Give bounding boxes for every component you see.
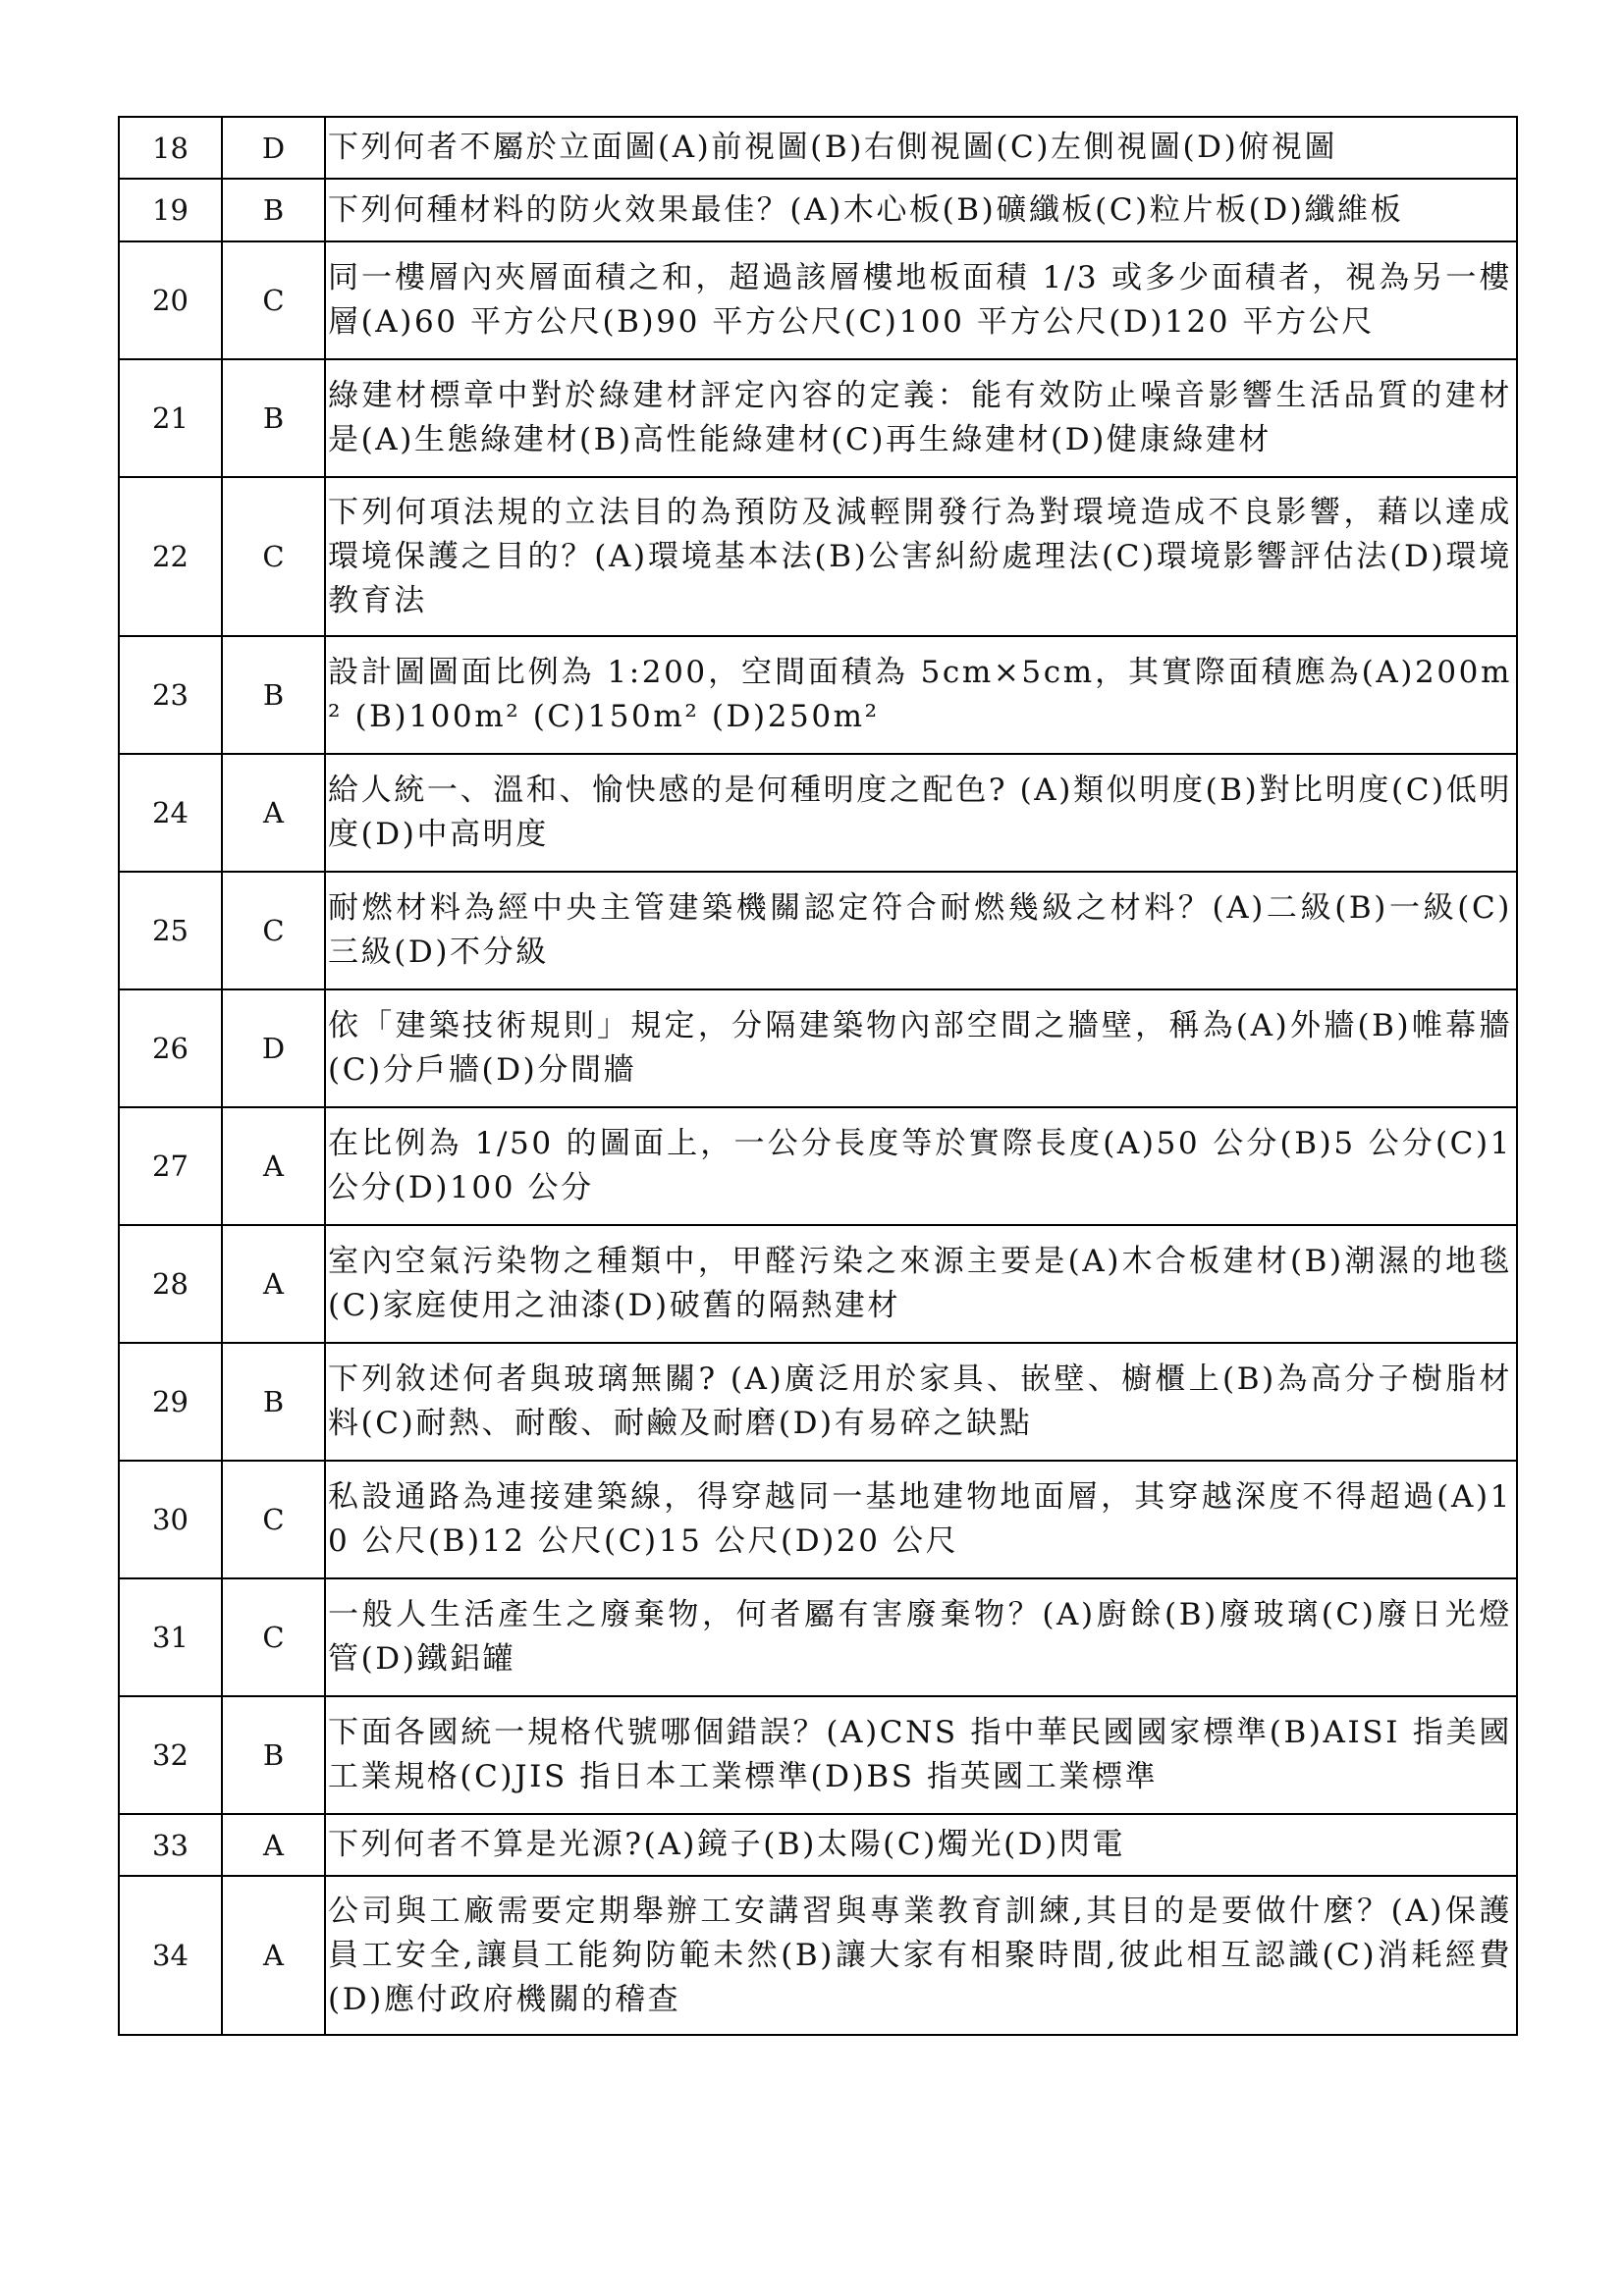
- table-row: [119, 1696, 1517, 1814]
- table-row: [119, 872, 1517, 989]
- table-row: [119, 1814, 1517, 1876]
- answer-letter: B: [222, 1343, 325, 1461]
- answer-letter: D: [222, 989, 325, 1107]
- answer-letter: D: [222, 117, 325, 179]
- question-number: 28: [119, 1225, 222, 1343]
- answer-letter: A: [222, 1107, 325, 1225]
- table-row: [119, 754, 1517, 872]
- table-row: [119, 1461, 1517, 1578]
- question-text: 下列何者不算是光源?(A)鏡子(B)太陽(C)燭光(D)閃電: [325, 1814, 1517, 1876]
- question-table: [118, 116, 1518, 2036]
- question-text: 下列何項法規的立法目的為預防及減輕開發行為對環境造成不良影響，藉以達成環境保護之目的？(A)環境基本法(B)公害糾紛處理法(C)環境影響評估法(D)環境教育法: [325, 477, 1517, 636]
- question-number: 31: [119, 1578, 222, 1696]
- question-text: 室內空氣污染物之種類中，甲醛污染之來源主要是(A)木合板建材(B)潮濕的地毯 (C)家庭使用之油漆(D)破舊的隔熱建材: [325, 1225, 1517, 1343]
- question-number: 24: [119, 754, 222, 872]
- answer-letter: C: [222, 241, 325, 359]
- question-number: 30: [119, 1461, 222, 1578]
- answer-letter: C: [222, 1578, 325, 1696]
- answer-letter: A: [222, 1225, 325, 1343]
- answer-letter: A: [222, 1876, 325, 2035]
- question-text: 一般人生活產生之廢棄物，何者屬有害廢棄物？(A)廚餘(B)廢玻璃(C)廢日光燈管(D)鐵鋁罐: [325, 1578, 1517, 1696]
- question-number: 29: [119, 1343, 222, 1461]
- question-table-body: [119, 117, 1517, 2035]
- answer-letter: C: [222, 872, 325, 989]
- question-text: 給人統一、溫和、愉快感的是何種明度之配色? (A)類似明度(B)對比明度(C)低明度(D)中高明度: [325, 754, 1517, 872]
- question-number: 26: [119, 989, 222, 1107]
- question-text: 同一樓層內夾層面積之和，超過該層樓地板面積 1/3 或多少面積者，視為另一樓層(A)60 平方公尺(B)90 平方公尺(C)100 平方公尺(D)120 平方公尺: [325, 241, 1517, 359]
- table-row: [119, 1225, 1517, 1343]
- question-number: 21: [119, 359, 222, 477]
- table-row: [119, 179, 1517, 241]
- question-number: 20: [119, 241, 222, 359]
- question-text: 公司與工廠需要定期舉辦工安講習與專業教育訓練,其目的是要做什麼？(A)保護員工安全,讓員工能夠防範未然(B)讓大家有相聚時間,彼此相互認識(C)消耗經費(D)應付政府機關的稽查: [325, 1876, 1517, 2035]
- question-text: 下面各國統一規格代號哪個錯誤？(A)CNS 指中華民國國家標準(B)AISI 指美國工業規格(C)JIS 指日本工業標準(D)BS 指英國工業標準: [325, 1696, 1517, 1814]
- table-row: [119, 1578, 1517, 1696]
- question-number: 25: [119, 872, 222, 989]
- question-text: 耐燃材料為經中央主管建築機關認定符合耐燃幾級之材料？(A)二級(B)一級(C)三級(D)不分級: [325, 872, 1517, 989]
- table-row: [119, 1343, 1517, 1461]
- answer-letter: A: [222, 754, 325, 872]
- table-row: [119, 1876, 1517, 2035]
- table-row: [119, 989, 1517, 1107]
- table-row: [119, 477, 1517, 636]
- answer-letter: B: [222, 636, 325, 754]
- table-row: [119, 117, 1517, 179]
- answer-letter: B: [222, 359, 325, 477]
- question-text: 下列何者不屬於立面圖(A)前視圖(B)右側視圖(C)左側視圖(D)俯視圖: [325, 117, 1517, 179]
- answer-letter: B: [222, 179, 325, 241]
- question-number: 34: [119, 1876, 222, 2035]
- table-row: [119, 636, 1517, 754]
- answer-letter: A: [222, 1814, 325, 1876]
- question-text: 下列何種材料的防火效果最佳？(A)木心板(B)礦纖板(C)粒片板(D)纖維板: [325, 179, 1517, 241]
- table-row: [119, 359, 1517, 477]
- answer-letter: C: [222, 477, 325, 636]
- question-text: 依「建築技術規則」規定，分隔建築物內部空間之牆壁，稱為(A)外牆(B)帷幕牆(C)分戶牆(D)分間牆: [325, 989, 1517, 1107]
- question-number: 18: [119, 117, 222, 179]
- question-number: 19: [119, 179, 222, 241]
- table-row: [119, 241, 1517, 359]
- answer-letter: B: [222, 1696, 325, 1814]
- table-row: [119, 1107, 1517, 1225]
- question-text: 綠建材標章中對於綠建材評定內容的定義：能有效防止噪音影響生活品質的建材是(A)生態綠建材(B)高性能綠建材(C)再生綠建材(D)健康綠建材: [325, 359, 1517, 477]
- question-number: 32: [119, 1696, 222, 1814]
- question-number: 22: [119, 477, 222, 636]
- question-number: 27: [119, 1107, 222, 1225]
- question-text: 設計圖圖面比例為 1:200，空間面積為 5cm×5cm，其實際面積應為(A)200m² (B)100m² (C)150m² (D)250m²: [325, 636, 1517, 754]
- question-text: 在比例為 1/50 的圖面上，一公分長度等於實際長度(A)50 公分(B)5 公分(C)1 公分(D)100 公分: [325, 1107, 1517, 1225]
- question-text: 私設通路為連接建築線，得穿越同一基地建物地面層，其穿越深度不得超過(A)10 公尺(B)12 公尺(C)15 公尺(D)20 公尺: [325, 1461, 1517, 1578]
- question-text: 下列敘述何者與玻璃無關? (A)廣泛用於家具、嵌壁、櫥櫃上(B)為高分子樹脂材料(C)耐熱、耐酸、耐鹼及耐磨(D)有易碎之缺點: [325, 1343, 1517, 1461]
- answer-letter: C: [222, 1461, 325, 1578]
- question-number: 33: [119, 1814, 222, 1876]
- question-number: 23: [119, 636, 222, 754]
